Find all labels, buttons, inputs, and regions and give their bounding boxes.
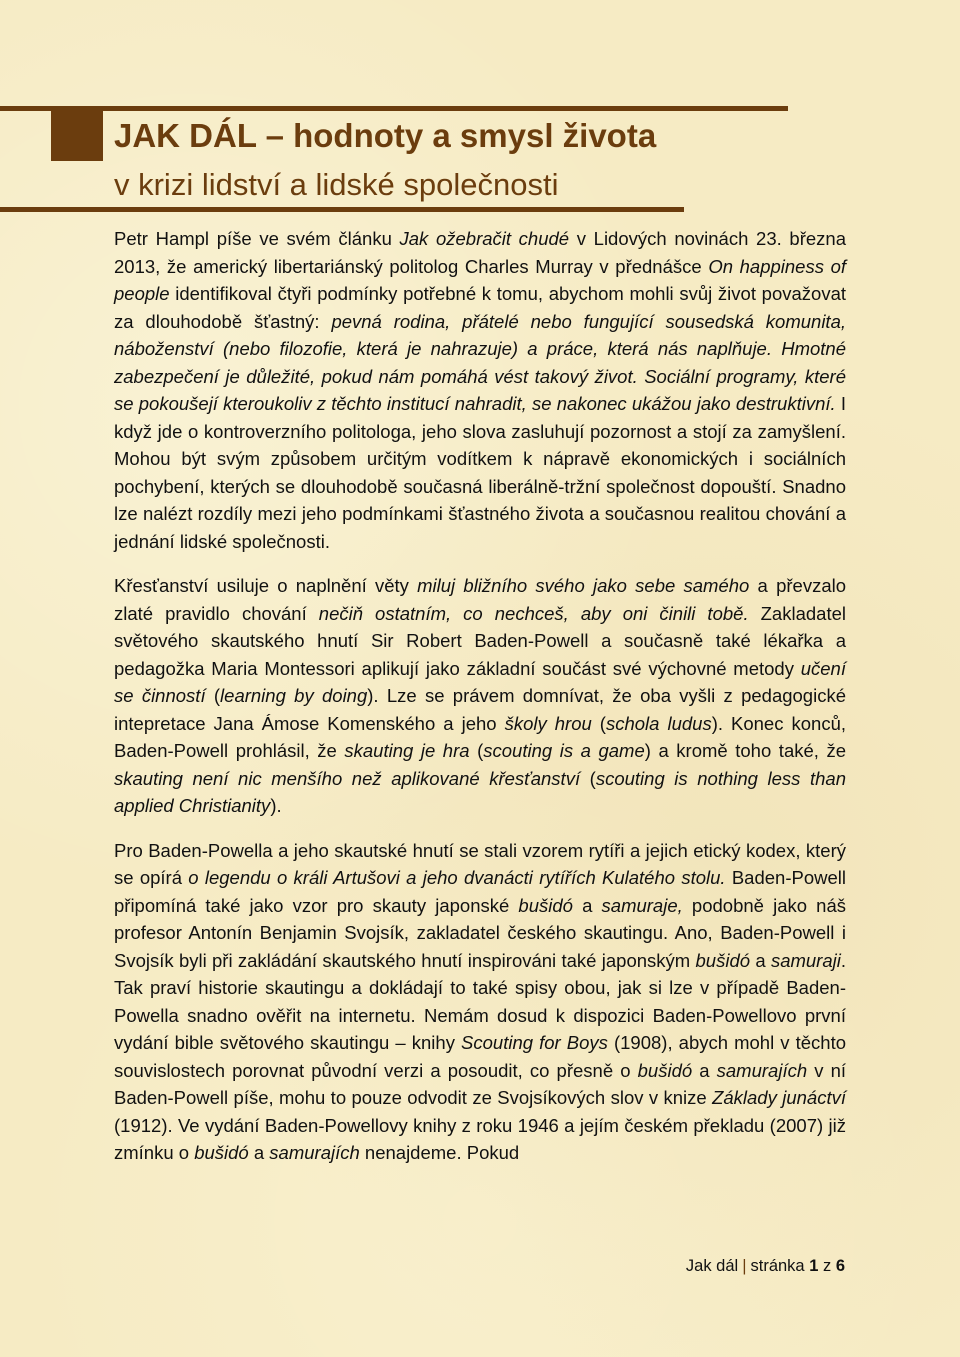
text-run: a převzalo zlaté pravidlo chování xyxy=(114,575,847,624)
emphasis: skauting je hra xyxy=(344,740,470,761)
text-run: ). Lze se právem domnívat, že oba vyšli z pedagogické intepretace Jana Ámose Komenského a jeho xyxy=(114,685,846,734)
text-run: Křesťanství usiluje o naplnění věty xyxy=(114,575,418,596)
page-subtitle: v krizi lidství a lidské společnosti xyxy=(114,167,559,202)
footer-page-word: stránka xyxy=(750,1257,805,1275)
text-run: podobně jako náš profesor Antonín Benjamin Svojsík, zakladatel českého skautingu. Ano, Baden-Powell i Svojsík byli při zakládání skautského hnutí inspirováni také japonským xyxy=(114,894,846,971)
header-top-rule xyxy=(0,106,788,111)
text-run: a xyxy=(692,1059,717,1081)
text-run: ). xyxy=(270,795,282,816)
emphasis: miluj bližního svého jako sebe samého xyxy=(417,575,750,596)
footer-page-current: 1 xyxy=(809,1257,819,1275)
emphasis: samuraji xyxy=(770,949,841,971)
text-run: nenajdeme. Pokud xyxy=(359,1142,520,1163)
text-run: (1912). Ve vydání Baden-Powellovy knihy z roku 1946 a jejím českém překladu (2007) již zmínku o xyxy=(114,1114,846,1163)
footer-doc-name: Jak dál xyxy=(685,1257,739,1275)
emphasis: samurajích xyxy=(269,1142,360,1163)
article-paragraph-2 xyxy=(114,572,846,820)
text-run: ). Konec konců, Baden-Powell prohlásil, že xyxy=(114,712,846,761)
header-bottom-rule xyxy=(0,207,684,212)
text-run: v Lidových novinách 23. března 2013, že americký libertariánský politolog Charles Murray v přednášce xyxy=(114,228,846,277)
emphasis: bušidó xyxy=(637,1059,693,1081)
emphasis: bušidó xyxy=(194,1142,249,1163)
text-run: ( xyxy=(469,740,484,761)
emphasis: learning by doing xyxy=(220,685,368,706)
text-run: Pro Baden-Powella a jeho skautské hnutí se stali vzorem rytíři a jejich etický kodex, který se opírá xyxy=(114,839,846,888)
page-footer xyxy=(686,1255,845,1277)
text-run: ( xyxy=(580,767,596,789)
text-run: ) a kromě toho také, že xyxy=(644,740,846,761)
text-run: a xyxy=(572,894,602,916)
emphasis: Základy junáctví xyxy=(712,1087,846,1108)
emphasis: učení se činností xyxy=(114,657,846,706)
emphasis: scouting is a game xyxy=(483,740,645,761)
header-accent-block xyxy=(51,111,103,161)
emphasis: scouting is nothing less than applied Christianity xyxy=(114,767,846,816)
emphasis: o legendu o králi Artušovi a jeho dvanácti rytířích Kulatého stolu. xyxy=(188,867,726,888)
text-run: Petr Hampl píše ve svém článku xyxy=(114,228,400,249)
emphasis: Scouting for Boys xyxy=(461,1032,608,1053)
footer-of-word: z xyxy=(822,1257,832,1275)
emphasis: samuraje, xyxy=(601,894,683,916)
text-run: Zakladatel světového skautského hnutí Sir Robert Baden-Powell a současně také lékařka a pedagožka Maria Montessori aplikují jako základní součást své výchovné metody xyxy=(114,602,846,679)
article-paragraph-3 xyxy=(114,837,846,1167)
emphasis: Jak ožebračit chudé xyxy=(399,228,570,249)
text-run: identifikoval čtyři podmínky potřebné k tomu, abychom mohli svůj život považovat za dlouhodobě šťastný: xyxy=(114,283,846,332)
text-run: . Tak praví historie skautingu a dokládají to také spisy obou, jak si lze v případě Baden-Powella snadno ověřit na internetu. Nemám dosud k dispozici Baden-Powellovo první vydání bible světového skautingu – knihy xyxy=(114,949,846,1053)
emphasis: školy hrou xyxy=(504,712,592,734)
text-run: a xyxy=(248,1142,270,1163)
emphasis: samurajích xyxy=(716,1059,808,1081)
text-run: ( xyxy=(205,685,221,706)
emphasis: bušidó xyxy=(518,894,573,916)
text-run: a xyxy=(750,949,771,971)
article-paragraph-1 xyxy=(114,225,846,555)
page-title: JAK DÁL – hodnoty a smysl života xyxy=(114,117,657,154)
article-body xyxy=(114,225,846,1167)
text-run: (1908), abych mohl v těchto souvislostech porovnat původní verzi a posoudit, co přesně o xyxy=(114,1032,846,1081)
emphasis: bušidó xyxy=(695,949,751,971)
emphasis: On happiness of people xyxy=(114,255,847,304)
text-run: ( xyxy=(591,712,606,734)
text-run: v ní Baden-Powell píše, mohu to pouze odvodit ze Svojsíkových slov v knize xyxy=(114,1059,847,1108)
emphasis: pevná rodina, přátelé nebo fungující sousedská komunita, náboženství (nebo filozofie, která je nahrazuje) a práce, která nás naplňuje. Hmotné zabezpečení je důležité, pokud nám pomáhá vést takový život. Sociální programy, které se pokoušejí kteroukoliv z těchto institucí nahradit, se nakonec ukážou jako destruktivní. xyxy=(114,310,846,414)
footer-page-total: 6 xyxy=(835,1257,845,1275)
emphasis: skauting není nic menšího než aplikované křesťanství xyxy=(114,767,581,789)
emphasis: nečiň ostatním, co nechceš, aby oni činili tobě. xyxy=(318,602,749,624)
emphasis: schola ludus xyxy=(605,712,712,734)
text-run: I když jde o kontroverzního politologa, jeho slova zasluhují pozornost a stojí za zamyšlení. Mohou být svým způsobem určitým vodítkem k nápravě ekonomických i sociálních pochybení, kterých se dlouhodobě současná liberálně-tržní společnost dopouští. Snadno lze nalézt rozdíly mezi jeho podmínkami šťastného života a současnou realitou chování a jednání lidské společnosti. xyxy=(114,393,847,552)
footer-separator: | xyxy=(742,1257,747,1275)
text-run: Baden-Powell připomíná také jako vzor pro skauty japonské xyxy=(114,867,846,916)
